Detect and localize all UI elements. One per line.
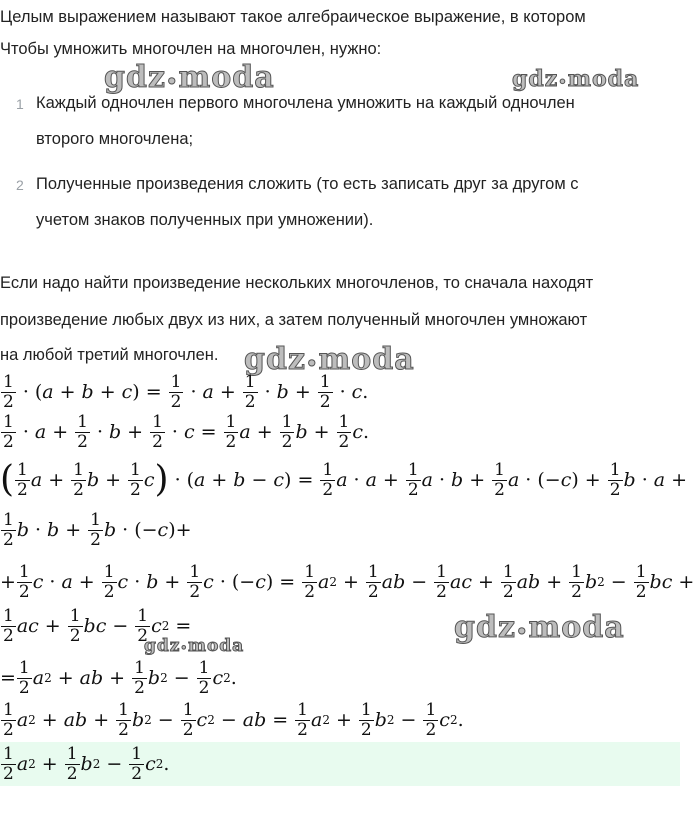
watermark-logo: gdz•moda (144, 636, 245, 656)
list-item-text: учетом знаков полученных при умножении). (36, 211, 374, 229)
watermark-logo: gdz•moda (104, 60, 275, 95)
math-line: $\frac{1}{2}$ b · b + $\frac{1}{2}$ b · (− c )+ (3, 509, 192, 550)
watermark-logo: gdz•moda (244, 342, 415, 377)
math-line: + $\frac{1}{2}$ c · a + $\frac{1}{2}$ c · b + $\frac{1}{2}$ c · (− c ) = $\frac{1}{2}$ a 2 + $\frac{1}{2}$ ab − $\frac{1}{2}$ ac + $\frac{1}{2}$ ab + $\frac{1}{2}$ b 2 − $\frac{1}{2}$ bc + (0, 561, 695, 602)
note-line-1: Если надо найти произведение нескольких многочленов, то сначала находят (0, 274, 594, 292)
list-item-number: 1 (16, 96, 24, 112)
watermark-logo: gdz•moda (454, 610, 625, 645)
note-line-3: на любой третий многочлен. (0, 346, 219, 364)
math-line: $\frac{1}{2}$ ac + $\frac{1}{2}$ bc − $\frac{1}{2}$ c 2 = (3, 605, 192, 646)
list-item-number: 2 (16, 177, 24, 193)
note-line-2: произведение любых двух из них, а затем полученный многочлен умножают (0, 311, 588, 329)
math-line: $\frac{1}{2}$ · a + $\frac{1}{2}$ · b + $\frac{1}{2}$ · c = $\frac{1}{2}$ a + $\frac{1}{2}$ b + $\frac{1}{2}$ c . (3, 411, 370, 452)
math-line: ( $\frac{1}{2}$ a + $\frac{1}{2}$ b + $\frac{1}{2}$ c ) · ( a + b − c ) = $\frac{1}{2}$ a · a + $\frac{1}{2}$ a · b + $\frac{1}{2}$ a · (− c ) + $\frac{1}{2}$ b · a + (0, 459, 687, 500)
math-line: = $\frac{1}{2}$ a 2 + ab + $\frac{1}{2}$ b 2 − $\frac{1}{2}$ c 2 . (0, 657, 237, 698)
math-line: $\frac{1}{2}$ a 2 + ab + $\frac{1}{2}$ b 2 − $\frac{1}{2}$ c 2 − ab = $\frac{1}{2}$ a 2 + $\frac{1}{2}$ b 2 − $\frac{1}{2}$ c 2 . (3, 699, 464, 740)
intro-line-1: Целым выражением называют такое алгебраическое выражение, в котором (0, 8, 586, 26)
math-answer-line: $\frac{1}{2}$ a 2 + $\frac{1}{2}$ b 2 − $\frac{1}{2}$ c 2 . (3, 743, 170, 784)
list-item-text: второго многочлена; (36, 130, 194, 148)
watermark-logo: gdz•moda (512, 66, 640, 92)
math-line: $\frac{1}{2}$ · ( a + b + c ) = $\frac{1}{2}$ · a + $\frac{1}{2}$ · b + $\frac{1}{2}$ · c . (3, 371, 369, 412)
intro-line-2: Чтобы умножить многочлен на многочлен, нужно: (0, 40, 382, 58)
list-item-text: Полученные произведения сложить (то есть записать друг за другом с (36, 175, 579, 193)
list-item-text: Каждый одночлен первого многочлена умножить на каждый одночлен (36, 94, 575, 112)
